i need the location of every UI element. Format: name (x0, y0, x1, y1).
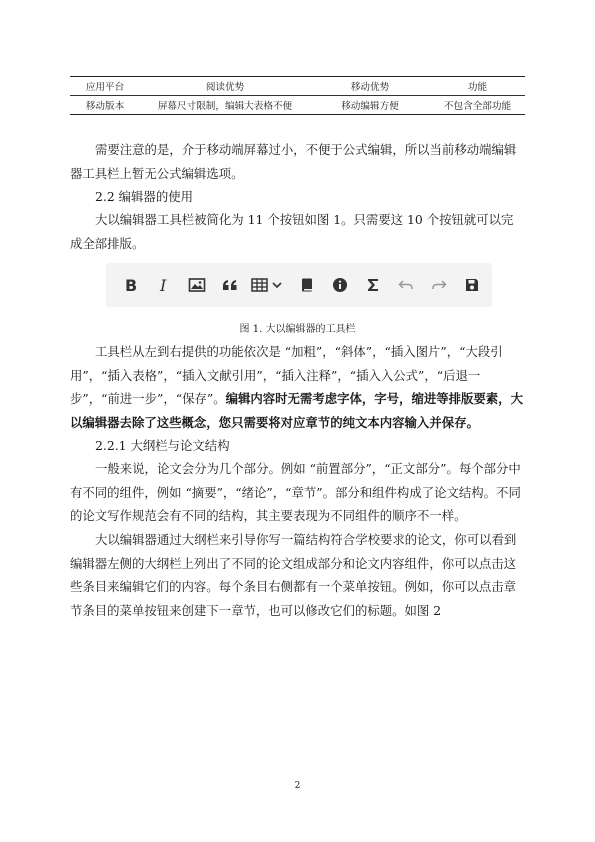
platform-comparison-table (70, 76, 525, 115)
table-header-cell: 功能 (430, 77, 525, 96)
table-cell: 移动编辑方便 (310, 96, 430, 115)
table-row (70, 96, 525, 115)
figure-caption: 图 1. 大以编辑器的工具栏 (239, 324, 356, 335)
table-header-cell: 应用平台 (70, 77, 140, 96)
toolbar-intro-paragraph: 大以编辑器工具栏被简化为 11 个按钮如图 1。只需要这 10 个按钮就可以完成全部排版。 (70, 212, 514, 251)
toolbar-functions-paragraph (70, 340, 525, 434)
svg-text:I: I (159, 277, 166, 293)
table-header-row (70, 77, 525, 96)
quote-icon[interactable] (213, 270, 246, 300)
section-heading-2-2: 2.2 编辑器的使用 (95, 189, 193, 204)
functions-text: 工具栏从左到右提供的功能依次是 “加粗”，“斜体”，“插入图片”，“大段引用”，“插入表格”，“插入文献引用”，“插入注释”，“插入入公式”，“后退一步”，“前进一步”，“保存”。 (70, 344, 503, 406)
table-cell: 不包含全部功能 (430, 96, 525, 115)
italic-icon[interactable] (147, 270, 180, 300)
editor-toolbar (106, 263, 492, 307)
redo-icon[interactable] (422, 270, 455, 300)
info-icon[interactable] (323, 270, 356, 300)
table-header-cell: 阅读优势 (140, 77, 310, 96)
undo-icon[interactable] (389, 270, 422, 300)
book-icon[interactable] (290, 270, 323, 300)
save-icon[interactable] (455, 270, 488, 300)
table-header-cell: 移动优势 (310, 77, 430, 96)
image-icon[interactable] (180, 270, 213, 300)
outline-paragraph-1: 一般来说，论文会分为几个部分。例如 “前置部分”，“正文部分”。每个部分中有不同的组件，例如 “摘要”，“绪论”，“章节”。部分和组件构成了论文结构。不同的论文写作规范会有不同的结构，其主要表现为不同组件的顺序不一样。 (70, 461, 521, 523)
table-cell: 屏幕尺寸限制，编辑大表格不便 (140, 96, 310, 115)
sigma-icon[interactable] (356, 270, 389, 300)
page-number: 2 (294, 781, 301, 791)
bold-icon[interactable] (114, 270, 147, 300)
outline-paragraph-2: 大以编辑器通过大纲栏来引导你写一篇结构符合学校要求的论文，你可以看到编辑器左侧的大纲栏上列出了不同的论文组成部分和论文内容组件，你可以点击这些条目来编辑它们的内容。每个条目右侧都有一个菜单按钮。例如，你可以点击章节条目的菜单按钮来创建下一章节，也可以修改它们的标题。如图 2 (70, 532, 517, 618)
table-cell: 移动版本 (70, 96, 140, 115)
functions-bold-text: 编辑内容时无需考虑字体，字号，缩进等排版要素，大以编辑器去除了这些概念，您只需要将对应章节的纯文本内容输入并保存。 (70, 391, 523, 430)
section-heading-2-2-1: 2.2.1 大纲栏与论文结构 (95, 438, 230, 453)
table-icon[interactable] (246, 270, 290, 300)
note-paragraph: 需要注意的是，介于移动端屏幕过小，不便于公式编辑，所以当前移动端编辑器工具栏上暂无公式编辑选项。 (70, 142, 517, 181)
svg-text:B: B (124, 277, 137, 293)
